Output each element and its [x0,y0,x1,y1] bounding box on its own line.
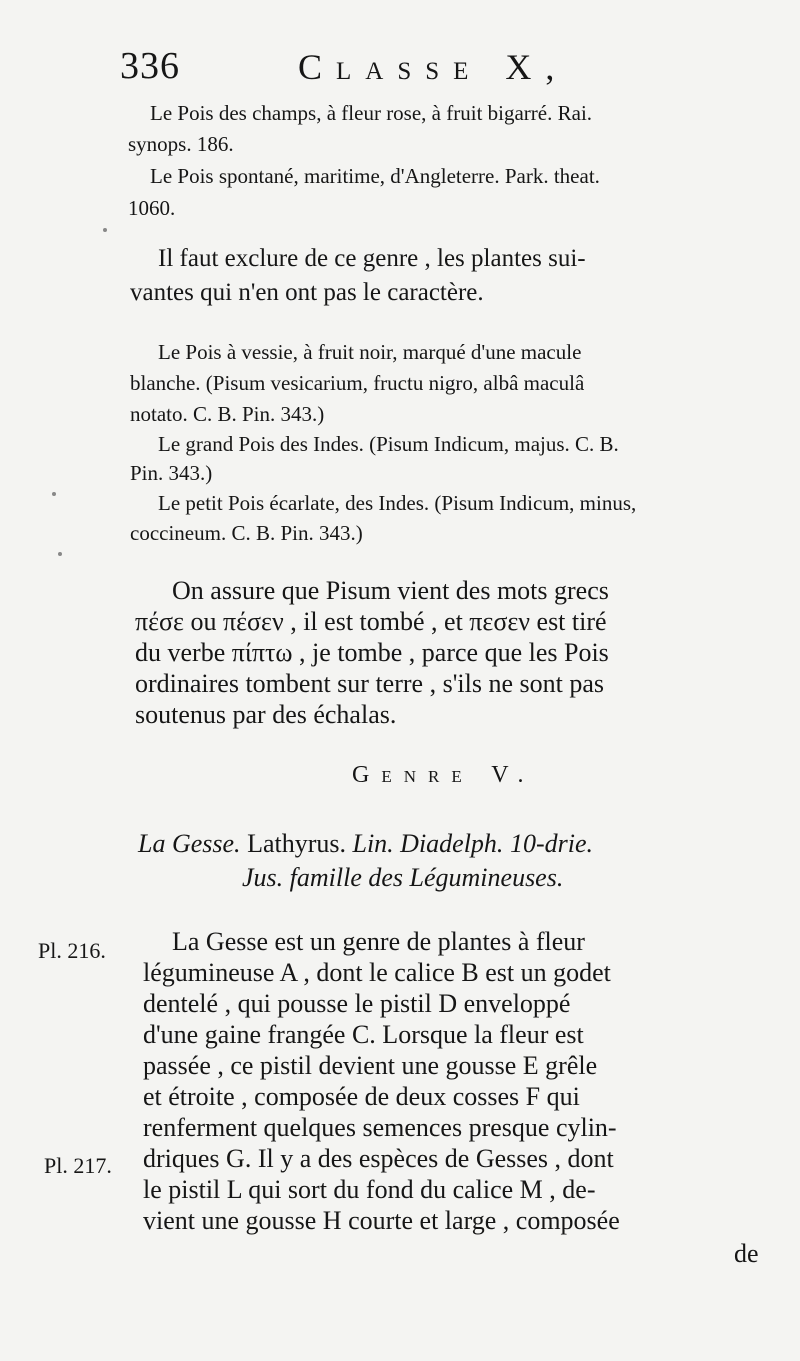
description-line-6: et étroite , composée de deux cosses F qui [143,1082,580,1111]
description-line-8: driques G. Il y a des espèces de Gesses , dont [143,1144,614,1173]
exclusion-line-1: Il faut exclure de ce genre , les plantes sui- [158,245,586,272]
pois-line-3: Le Pois spontané, maritime, d'Angleterre. Park. theat. [150,164,600,188]
excluded-line-6: Le petit Pois écarlate, des Indes. (Pisum Indicum, minus, [158,491,637,515]
excluded-line-1: Le Pois à vessie, à fruit noir, marqué d'une macule [158,340,582,364]
excluded-line-4: Le grand Pois des Indes. (Pisum Indicum, majus. C. B. [158,432,619,456]
etymology-line-3: du verbe πίπτω , je tombe , parce que les Pois [135,638,609,667]
pois-line-1: Le Pois des champs, à fleur rose, à fruit bigarré. Rai. [150,101,593,125]
paper-speck [52,492,56,496]
excluded-line-7: coccineum. C. B. Pin. 343.) [130,521,363,545]
description-line-4: d'une gaine frangée C. Lorsque la fleur est [143,1020,584,1049]
description-line-5: passée , ce pistil devient une gousse E grêle [143,1051,598,1080]
exclusion-line-2: vantes qui n'en ont pas le caractère. [130,279,484,306]
pois-line-4: 1060. [128,196,176,220]
description-line-1: La Gesse est un genre de plantes à fleur [172,927,585,956]
description-line-7: renferment quelques semences presque cylin- [143,1113,617,1142]
gesse-rank: 10-drie. [509,829,593,858]
gesse-latin: Lathyrus. [247,829,346,858]
description-line-3: dentelé , qui pousse le pistil D enveloppé [143,989,571,1018]
etymology-line-4: ordinaires tombent sur terre , s'ils ne sont pas [135,669,604,698]
genre-heading: Genre V. [352,762,536,788]
gesse-name: La Gesse. [138,829,241,858]
description-line-10: vient une gousse H courte et large , composée [143,1206,620,1235]
description-line-2: légumineuse A , dont le calice B est un godet [143,958,611,987]
etymology-line-5: soutenus par des échalas. [135,700,397,729]
gesse-linnaeus: Lin. Diadelph. [352,829,504,858]
pois-line-2: synops. 186. [128,132,234,156]
paper-speck [58,552,62,556]
excluded-line-3: notato. C. B. Pin. 343.) [130,402,325,426]
page-number: 336 [120,45,180,87]
catchword: de [734,1239,759,1268]
paper-speck [103,228,107,232]
excluded-line-2: blanche. (Pisum vesicarium, fructu nigro, albâ maculâ [130,371,585,395]
etymology-line-2: πέσε ou πέσεν , il est tombé , et πεσεν est tiré [135,607,607,636]
margin-note-plate-216: Pl. 216. [38,938,106,963]
gesse-title-line-1 [138,828,593,859]
page-header-title: Classe X, [298,47,569,87]
margin-note-plate-217: Pl. 217. [44,1153,112,1178]
description-line-9: le pistil L qui sort du fond du calice M , de- [143,1175,596,1204]
etymology-line-1: On assure que Pisum vient des mots grecs [172,576,609,605]
excluded-line-5: Pin. 343.) [130,461,213,485]
gesse-title-line-2: Jus. famille des Légumineuses. [242,863,564,892]
